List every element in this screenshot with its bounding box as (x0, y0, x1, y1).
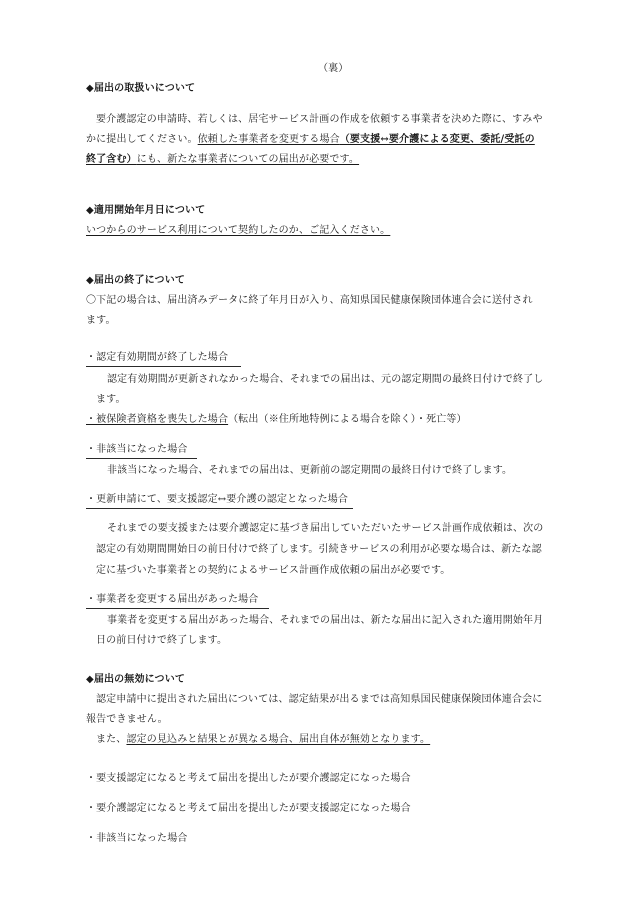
handling-text-underlined: 依頼した事業者を変更する場合 (197, 134, 340, 145)
section-termination-text-line2: ます。 (86, 315, 116, 326)
termination-item-renewal-title: ・更新申請にて、要支援認定↔要介護の認定となった場合 (86, 494, 349, 505)
section-heading-invalid: ◆届出の無効について (86, 674, 185, 685)
section-invalid-text-line3 (96, 733, 430, 747)
section-invalid-text-line2: 報告できません。 (86, 714, 168, 725)
section-handling-text-line1: 要介護認定の申請時、若しくは、居宅サービス計画の作成を依頼する事業者を決めた際に、すみや (96, 114, 543, 125)
invalid-text-underlined: 認定の見込みと結果とが異なる場合、届出自体が無効となります。 (126, 734, 431, 745)
invalid-case-bullet-3: ・非該当になった場合 (86, 833, 188, 844)
termination-item-loss-label: ・被保険者資格を喪失した場合 (86, 414, 229, 425)
section-start-date-text: いつからのサービス利用について契約したのか、ご記入ください。 (86, 225, 391, 236)
termination-item-renewal-text-line2: 認定の有効期間開始日の前日付けで終了します。引続きサービスの利用が必要な場合は、新たな認 (96, 544, 542, 555)
handling-text-plain: かに提出してください。 (86, 134, 198, 145)
termination-item-loss-detail: （転出（※住所地特例による場合を除く）・死亡等） (228, 414, 467, 425)
section-heading-start-date: ◆適用開始年月日について (86, 205, 206, 216)
termination-item-provider-change-title: ・事業者を変更する届出があった場合 (86, 594, 259, 605)
section-handling-text-line2 (86, 133, 535, 147)
handling-text-bold-underlined: （要支援↔要介護による変更、委託/受託の (339, 134, 535, 145)
section-heading-handling: ◆届出の取扱いについて (86, 83, 196, 94)
section-heading-termination: ◆届出の終了について (86, 275, 185, 286)
termination-item-renewal-text-line1: それまでの要支援または要介護認定に基づき届出していただいたサービス計画作成依頼は、次の (107, 523, 544, 534)
page-side-label: （裏） (318, 63, 349, 74)
invalid-text-plain: また、 (96, 734, 127, 745)
section-handling-text-line3 (86, 153, 359, 167)
termination-item-provider-change-underline (86, 608, 269, 609)
section-termination-text-line1: 〇下記の場合は、届出済みデータに終了年月日が入り、高知県国民健康保険団体連合会に送付され (86, 295, 533, 306)
termination-item-expiry-text-line2: ます。 (96, 394, 126, 405)
invalid-case-bullet-2: ・要介護認定になると考えて届出を提出したが要支援認定になった場合 (86, 803, 411, 814)
termination-item-renewal-underline (86, 508, 353, 509)
termination-item-not-applicable-title: ・非該当になった場合 (86, 444, 188, 455)
handling-text-underlined-2: にも、新たな事業者についての届出が必要です。 (136, 154, 360, 165)
section-invalid-text-line1: 認定申請中に提出された届出については、認定結果が出るまでは高知県国民健康保険団体連合会に (96, 694, 543, 705)
termination-item-provider-change-text-line2: 日の前日付けで終了します。 (96, 635, 228, 646)
termination-item-not-applicable-text: 非該当になった場合、それまでの届出は、更新前の認定期間の最終日付けで終了します。 (107, 465, 513, 476)
termination-item-provider-change-text-line1: 事業者を変更する届出があった場合、それまでの届出は、新たな届出に記入された適用開始年月 (107, 615, 544, 626)
termination-item-not-applicable-underline (86, 458, 197, 459)
termination-item-expiry-title: ・認定有効期間が終了した場合 (86, 352, 229, 363)
termination-item-expiry-underline (86, 366, 241, 367)
termination-item-expiry-text-line1: 認定有効期間が更新されなかった場合、それまでの届出は、元の認定期間の最終日付けで終了し (107, 374, 544, 385)
invalid-case-bullet-1: ・要支援認定になると考えて届出を提出したが要介護認定になった場合 (86, 773, 411, 784)
handling-text-bold-underlined-2: 終了含む） (86, 154, 137, 165)
termination-item-renewal-text-line3: 定に基づいた事業者との契約によるサービス計画作成依頼の届出が必要です。 (96, 565, 451, 576)
termination-item-loss-title (86, 413, 467, 427)
